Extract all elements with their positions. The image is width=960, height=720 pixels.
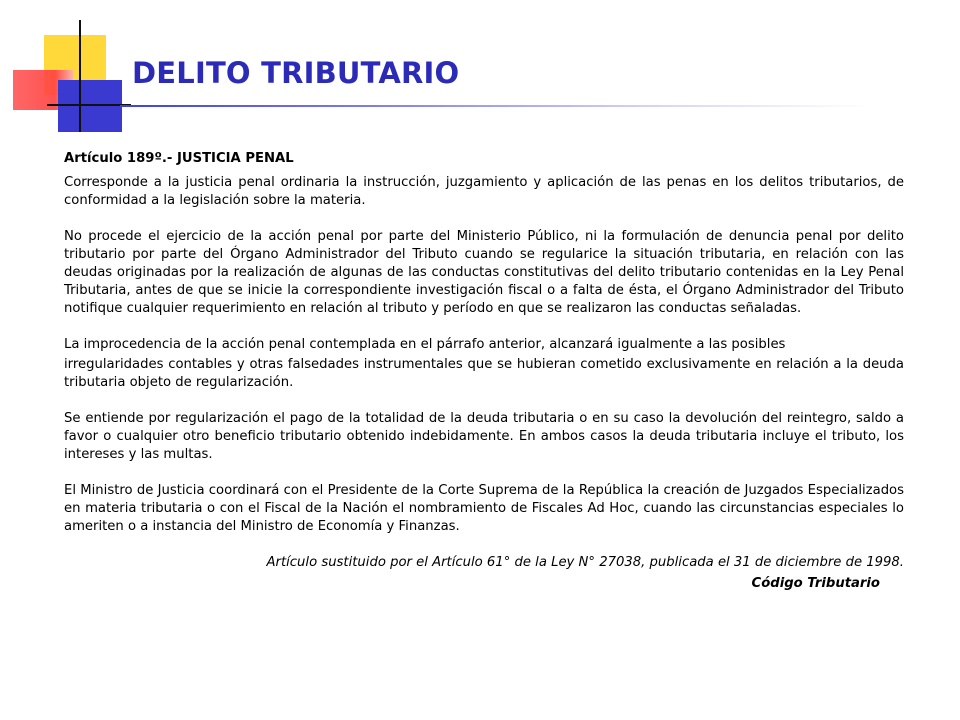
paragraph-1: Corresponde a la justicia penal ordinaria la instrucción, juzgamiento y aplicación de las penas en los delitos tributarios, de conformidad a la legislación sobre la materia.: [64, 175, 904, 208]
decorative-squares-logo: [0, 0, 140, 140]
vertical-line: [79, 20, 81, 132]
paragraph-6: El Ministro de Justicia coordinará con el Presidente de la Corte Suprema de la República la creación de Juzgados Especializados en materia tributaria o con el Fiscal de la Nación el nombramiento de Fiscales Ad Hoc, cuando las circunstancias especiales lo ameriten o a instancia del Ministro de Economía y Finanzas.: [64, 483, 904, 534]
paragraph-2: No procede el ejercicio de la acción penal por parte del Ministerio Público, ni la formulación de denuncia penal por delito tributario por parte del Órgano Administrador del Tributo cuando se regularice la situación tributaria, en relación con las deudas originadas por la realización de algunas de las conductas constitutivas del delito tributario contenidas en la Ley Penal Tributaria, antes de que se inicie la correspondiente investigación fiscal o a falta de ésta, el Órgano Administrador del Tributo notifique cualquier requerimiento en relación al tributo y período en que se realizaron las conductas señaladas.: [64, 229, 904, 316]
slide-title: DELITO TRIBUTARIO: [132, 56, 460, 90]
citation: Artículo sustituido por el Artículo 61° de la Ley N° 27038, publicada el 31 de diciembre de 1998.: [266, 555, 904, 570]
paragraph-3: La improcedencia de la acción penal contemplada en el párrafo anterior, alcanzará igualmente a las posibles: [64, 337, 786, 352]
source-label: Código Tributario: [751, 576, 880, 591]
paragraph-5: Se entiende por regularización el pago de la totalidad de la deuda tributaria o en su caso la devolución del reintegro, saldo a favor o cualquier otro beneficio tributario obtenido indebidamente. En ambos casos la deuda tributaria incluye el tributo, los intereses y las multas.: [64, 411, 904, 462]
blue-square: [58, 80, 122, 132]
title-underline: [120, 105, 870, 107]
article-heading: Artículo 189º.- JUSTICIA PENAL: [64, 151, 294, 166]
paragraph-4: irregularidades contables y otras falsedades instrumentales que se hubieran cometido exclusivamente en relación a la deuda tributaria objeto de regularización.: [64, 357, 904, 390]
horizontal-line: [47, 104, 131, 106]
slide-body: [64, 150, 904, 593]
